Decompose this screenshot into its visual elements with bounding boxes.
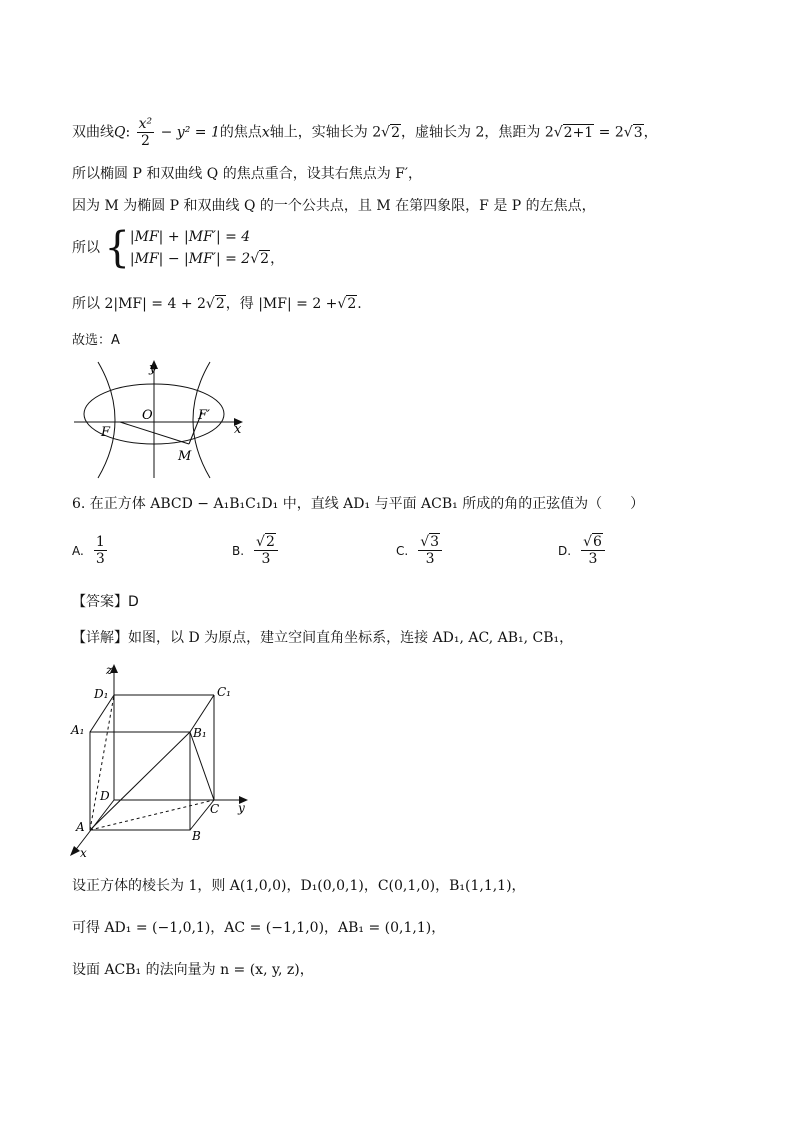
system-row-1: |MF| + |MF′| = 4 bbox=[129, 229, 251, 245]
brace-glyph: { bbox=[104, 223, 130, 273]
comma: ， bbox=[270, 251, 285, 267]
frac-den: 3 bbox=[261, 551, 271, 567]
answer-tag: 【答案】D bbox=[72, 594, 139, 610]
label-fprime: F′ bbox=[198, 408, 210, 423]
equation-rest: − y² = 1 bbox=[160, 124, 220, 141]
coords-line: 设正方体的棱长为 1，则 A(1,0,0)，D₁(0,0,1)，C(0,1,0)，B₁(1,1,1)， bbox=[72, 878, 526, 894]
var-x: x bbox=[261, 124, 270, 141]
option-label: D. bbox=[558, 543, 572, 558]
hyperbola-line: 双曲线Q: $\frac{\text{x²}}{2}$ − y² = 1的焦点x轴上，实轴长为 2√2，虚轴长为 2，焦距为 2√2+1 = 2√3， bbox=[72, 116, 658, 149]
option-label: C. bbox=[396, 543, 409, 558]
radicand: 2 bbox=[347, 296, 357, 312]
comma: ， bbox=[643, 124, 658, 141]
option-b[interactable]: B. $\frac{√2}{3}$ bbox=[232, 534, 280, 567]
radicand: 3 bbox=[633, 124, 643, 141]
x-arrow bbox=[70, 846, 80, 856]
text-2: 轴上，实轴长为 bbox=[269, 124, 368, 141]
var-q: Q bbox=[114, 124, 126, 141]
cube-figure bbox=[64, 660, 254, 860]
label-z: z bbox=[106, 663, 113, 677]
option-d[interactable]: D. $\frac{√6}{3}$ bbox=[558, 534, 607, 567]
brace-system bbox=[104, 223, 285, 273]
label-d: D bbox=[100, 789, 110, 803]
answer-choice: 故选：A bbox=[72, 333, 120, 348]
label-x: x bbox=[234, 422, 242, 437]
radicand: 3 bbox=[430, 534, 440, 550]
frac-den: 3 bbox=[588, 551, 598, 567]
radicand: 6 bbox=[592, 534, 602, 550]
fraction bbox=[137, 116, 155, 149]
detail-tag: 【详解】 bbox=[72, 630, 128, 646]
option-c[interactable]: C. $\frac{√3}{3}$ bbox=[396, 534, 444, 567]
label-b: B bbox=[192, 829, 201, 843]
label-f: F bbox=[101, 425, 111, 440]
colon: : bbox=[125, 124, 131, 141]
frac-num: x² bbox=[138, 116, 153, 132]
detail-text: 如图，以 D 为原点，建立空间直角坐标系，连接 AD₁, AC, AB₁, CB₁， bbox=[128, 630, 574, 646]
frac-den: 3 bbox=[95, 551, 105, 567]
segment-ac bbox=[90, 800, 214, 830]
line-foci: 所以椭圆 P 和双曲线 Q 的焦点重合，设其右焦点为 F′， bbox=[72, 166, 423, 182]
coef: 2 bbox=[544, 124, 554, 141]
frac-den: 2 bbox=[140, 133, 150, 149]
result-c: ，得 |MF| = 2 + bbox=[225, 296, 338, 312]
equals: = bbox=[598, 124, 611, 141]
ellipse-hyperbola-figure bbox=[68, 356, 268, 482]
equation-system bbox=[72, 223, 285, 273]
label-c: C bbox=[210, 802, 220, 816]
line-common-point: 因为 M 为椭圆 P 和双曲线 Q 的一个公共点，且 M 在第四象限，F 是 P 的左焦点， bbox=[72, 198, 596, 214]
radicand: 2+1 bbox=[563, 124, 594, 141]
label-a: A bbox=[76, 820, 85, 834]
label-o: O bbox=[142, 408, 153, 423]
text-1: 的焦点 bbox=[219, 124, 262, 141]
result-a: 所以 2|MF| = 4 + 2 bbox=[72, 296, 206, 312]
answer-options bbox=[72, 534, 632, 578]
system-row-2: |MF| − |MF′| = 2√2， bbox=[129, 251, 285, 267]
line-result: 所以 2|MF| = 4 + 2√2，得 |MF| = 2 +√2. bbox=[72, 296, 362, 312]
hyperbola-left bbox=[98, 362, 115, 478]
label-a1: A₁ bbox=[71, 723, 85, 737]
label-y: y bbox=[238, 801, 245, 815]
label-x: x bbox=[80, 846, 87, 860]
label-d1: D₁ bbox=[94, 687, 109, 701]
detail-line bbox=[72, 628, 573, 648]
coef: 2 bbox=[372, 124, 382, 141]
text-3: ，虚轴长为 2，焦距为 bbox=[401, 124, 541, 141]
option-label: B. bbox=[232, 543, 245, 558]
option-a[interactable] bbox=[72, 534, 109, 567]
system-prefix: 所以 bbox=[72, 240, 100, 256]
text-prefix: 双曲线 bbox=[72, 124, 114, 141]
segment-cb1 bbox=[190, 732, 214, 800]
label-c1: C₁ bbox=[217, 685, 231, 699]
radicand: 2 bbox=[260, 251, 270, 267]
period: . bbox=[357, 296, 362, 312]
label-b1: B₁ bbox=[193, 726, 207, 740]
vectors-line: 可得 AD₁ = (−1,0,1)，AC = (−1,1,0)，AB₁ = (0,1,1)， bbox=[72, 920, 446, 936]
coef: 2 bbox=[614, 124, 624, 141]
row2-lhs: |MF| − |MF′| = 2 bbox=[129, 251, 251, 267]
normal-line: 设面 ACB₁ 的法向量为 n = (x, y, z)， bbox=[72, 962, 314, 978]
label-y: y bbox=[149, 361, 157, 376]
question-6: 6. 在正方体 ABCD − A₁B₁C₁D₁ 中，直线 AD₁ 与平面 ACB₁ 所成的角的正弦值为（ ） bbox=[72, 496, 645, 512]
label-m: M bbox=[178, 449, 192, 464]
radicand: 2 bbox=[265, 534, 275, 550]
frac-num: 1 bbox=[95, 534, 105, 550]
frac-den: 3 bbox=[425, 551, 435, 567]
option-label: A. bbox=[72, 543, 84, 558]
radicand: 2 bbox=[215, 296, 225, 312]
radicand: 2 bbox=[391, 124, 400, 141]
